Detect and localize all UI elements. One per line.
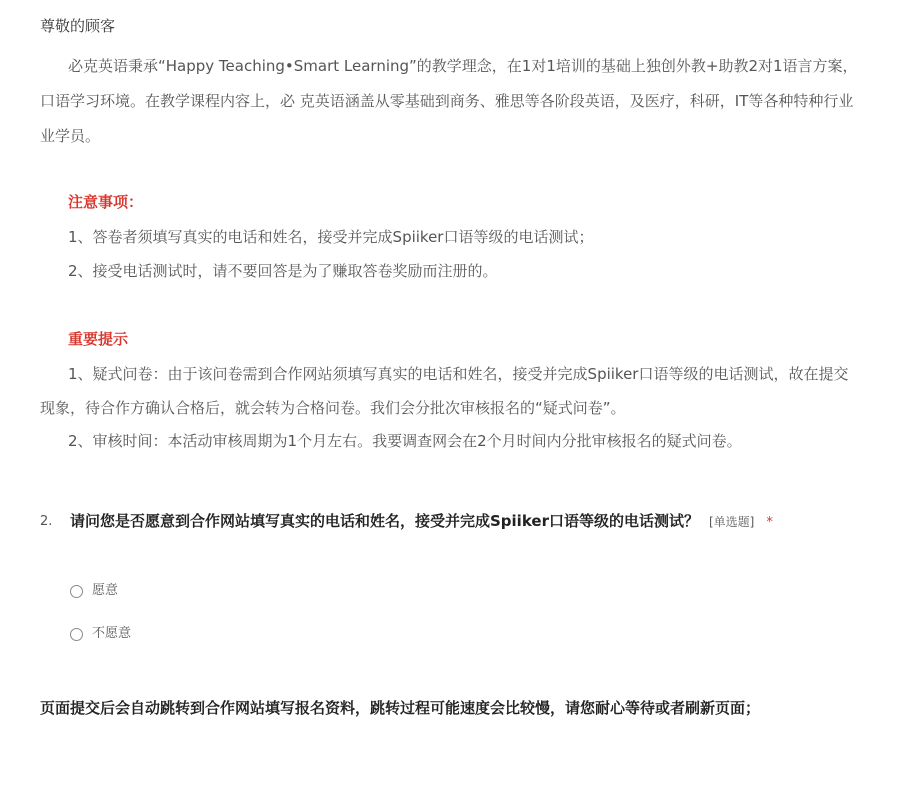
notice-heading: 注意事项： <box>68 193 144 211</box>
option-label: 不愿意 <box>92 626 132 641</box>
radio-button[interactable] <box>70 628 83 641</box>
greeting-text: 尊敬的顾客 <box>40 17 116 35</box>
notice-item: 1、答卷者须填写真实的电话和姓名，接受并完成Spiiker口语等级的电话测试； <box>68 228 594 246</box>
notice-item: 2、接受电话测试时，请不要回答是为了赚取答卷奖励而注册的。 <box>68 262 498 280</box>
tips-item-1-line-1: 1、疑式问卷：由于该问卷需到合作网站须填写真实的电话和姓名，接受并完成Spiiker口语等级的电话测试，故在提交 <box>68 365 849 383</box>
radio-button[interactable] <box>70 585 83 598</box>
tips-heading: 重要提示 <box>68 330 129 348</box>
tips-item-2: 2、审核时间：本活动审核周期为1个月左右。我要调查网会在2个月时间内分批审核报名的疑式问卷。 <box>68 432 742 450</box>
intro-paragraph-line-2: 口语学习环境。在教学课程内容上，必 克英语涵盖从零基础到商务、雅思等各阶段英语，及医疗，科研，IT等各种特种行业 <box>40 92 854 110</box>
option-willing[interactable] <box>70 582 118 600</box>
option-label: 愿意 <box>92 583 119 598</box>
question-type-tag: [单选题] <box>708 515 755 529</box>
question-title: 请问您是否愿意到合作网站填写真实的电话和姓名，接受并完成Spiiker口语等级的电话测试？ <box>70 512 699 530</box>
redirect-note: 页面提交后会自动跳转到合作网站填写报名资料，跳转过程可能速度会比较慢，请您耐心等待或者刷新页面； <box>40 699 761 717</box>
intro-paragraph-line-1: 必克英语秉承“Happy Teaching•Smart Learning”的教学理念，在1对1培训的基础上独创外教+助教2对1语言方案， <box>68 57 858 75</box>
required-mark: * <box>766 515 773 530</box>
question-title-row <box>70 511 773 533</box>
question-number: 2. <box>40 514 53 529</box>
tips-item-1-line-2: 现象，待合作方确认合格后，就会转为合格问卷。我们会分批次审核报名的“疑式问卷”。 <box>40 399 626 417</box>
intro-paragraph-line-3: 业学员。 <box>40 127 101 145</box>
option-unwilling[interactable] <box>70 625 131 643</box>
